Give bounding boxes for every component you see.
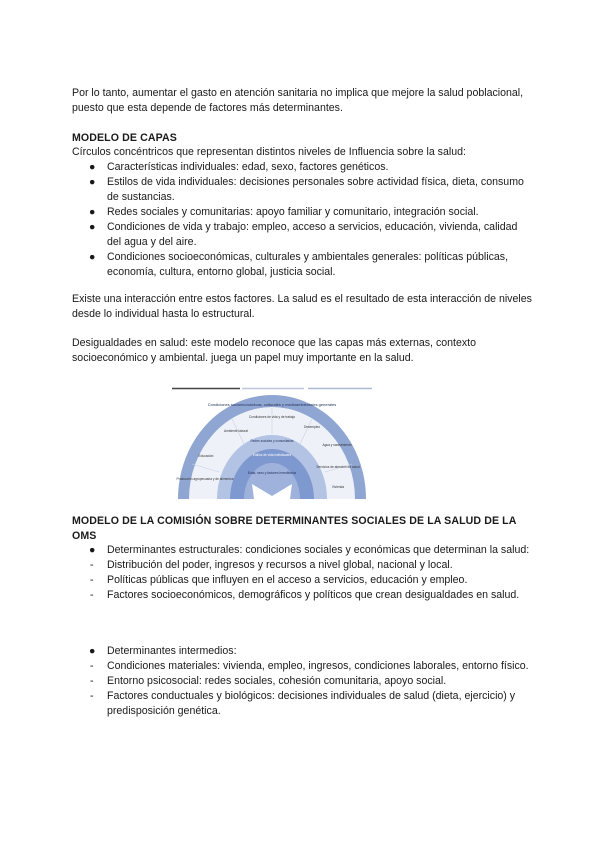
inner-arc-label: Estilos de vida individuales — [252, 453, 292, 457]
capas-heading: MODELO DE CAPAS — [72, 132, 177, 144]
layers-model-figure — [172, 384, 372, 500]
layers-diagram — [172, 384, 372, 500]
interaction-paragraph: Existe una interacción entre estos factores. La salud es el resultado de esta interacción de niveles desde lo individual hasta lo estructural. — [72, 293, 532, 320]
bullet-icon: ● — [89, 161, 96, 173]
list-item: - Factores conductuales y biológicos: decisiones individuales de salud (dieta, ejercicio) y predisposición genética. — [90, 690, 516, 717]
list-item: ● Estilos de vida individuales: decisiones personales sobre actividad física, dieta, consumo de sustancias. — [89, 176, 524, 203]
segment-label: Desempleo — [303, 425, 321, 429]
segment-label: Ambiente laboral — [224, 429, 248, 433]
capas-lead: Círculos concéntricos que representan distintos niveles de Influencia sobre la salud: — [72, 146, 466, 158]
dash-icon: - — [90, 690, 94, 702]
list-item: ● Condiciones socioeconómicas, culturales y ambientales generales: políticas públicas, economía, cultura, entorno global, justicia social. — [89, 251, 509, 278]
list-item: ● Condiciones de vida y trabajo: empleo, acceso a servicios, educación, vivienda, calidad del agua y del aire. — [89, 221, 518, 248]
list-item: ● Determinantes intermedios: — [89, 645, 237, 657]
list-item: ● Características individuales: edad, sexo, factores genéticos. — [89, 161, 389, 173]
dash-icon: - — [90, 589, 94, 601]
segment-label: Vivienda — [331, 485, 345, 489]
inequalities-paragraph: Desigualdades en salud: este modelo reconoce que las capas más externas, contexto socioeconómico y ambiental. juega un papel muy importante en la salud. — [72, 337, 476, 364]
bullet-icon: ● — [89, 544, 96, 556]
list-item: - Entorno psicosocial: redes sociales, cohesión comunitaria, apoyo social. — [90, 675, 447, 687]
intermediate-list — [72, 644, 532, 719]
list-item: - Distribución del poder, ingresos y recursos a nivel global, nacional y local. — [90, 559, 453, 571]
dash-icon: - — [90, 660, 94, 672]
list-item: ● Redes sociales y comunitarias: apoyo familiar y comunitario, integración social. — [89, 206, 479, 218]
capas-list — [72, 160, 532, 280]
dash-icon: - — [90, 559, 94, 571]
list-item: - Condiciones materiales: vivienda, empleo, ingresos, condiciones laborales, entorno físico. — [90, 660, 529, 672]
segment-label: Producción agropecuaria y de alimentos — [176, 477, 234, 481]
bullet-icon: ● — [89, 645, 96, 657]
middle-arc-label: Redes sociales y comunitarias — [250, 439, 294, 443]
dash-icon: - — [90, 675, 94, 687]
outer-arc-label: Condiciones socioeconómicas, culturales y medioambientales generales — [207, 402, 337, 407]
core-label: Edad, sexo y factores hereditarios — [247, 471, 297, 475]
bullet-icon: ● — [89, 221, 96, 233]
intro-paragraph: Por lo tanto, aumentar el gasto en atención sanitaria no implica que mejore la salud poblacional, puesto que esta depende de factores más determinantes. — [72, 87, 524, 114]
list-item: - Políticas públicas que influyen en el acceso a servicios, educación y empleo. — [90, 574, 468, 586]
segment-label: Condiciones de vida y de trabajo — [248, 415, 296, 419]
dash-icon: - — [90, 574, 94, 586]
structural-list — [72, 543, 532, 603]
bullet-icon: ● — [89, 206, 96, 218]
segment-label: Educación — [198, 454, 214, 458]
bullet-icon: ● — [89, 176, 96, 188]
oms-heading: MODELO DE LA COMISIÓN SOBRE DETERMINANTES SOCIALES DE LA SALUD DE LA OMS — [72, 515, 517, 542]
list-item: ● Determinantes estructurales: condiciones sociales y económicas que determinan la salud: — [89, 544, 530, 556]
bullet-icon: ● — [89, 251, 96, 263]
segment-label: Servicios de atención de salud — [316, 465, 360, 469]
list-item: - Factores socioeconómicos, demográficos y políticos que crean desigualdades en salud. — [90, 589, 520, 601]
segment-label: Agua y saneamiento — [322, 443, 352, 447]
